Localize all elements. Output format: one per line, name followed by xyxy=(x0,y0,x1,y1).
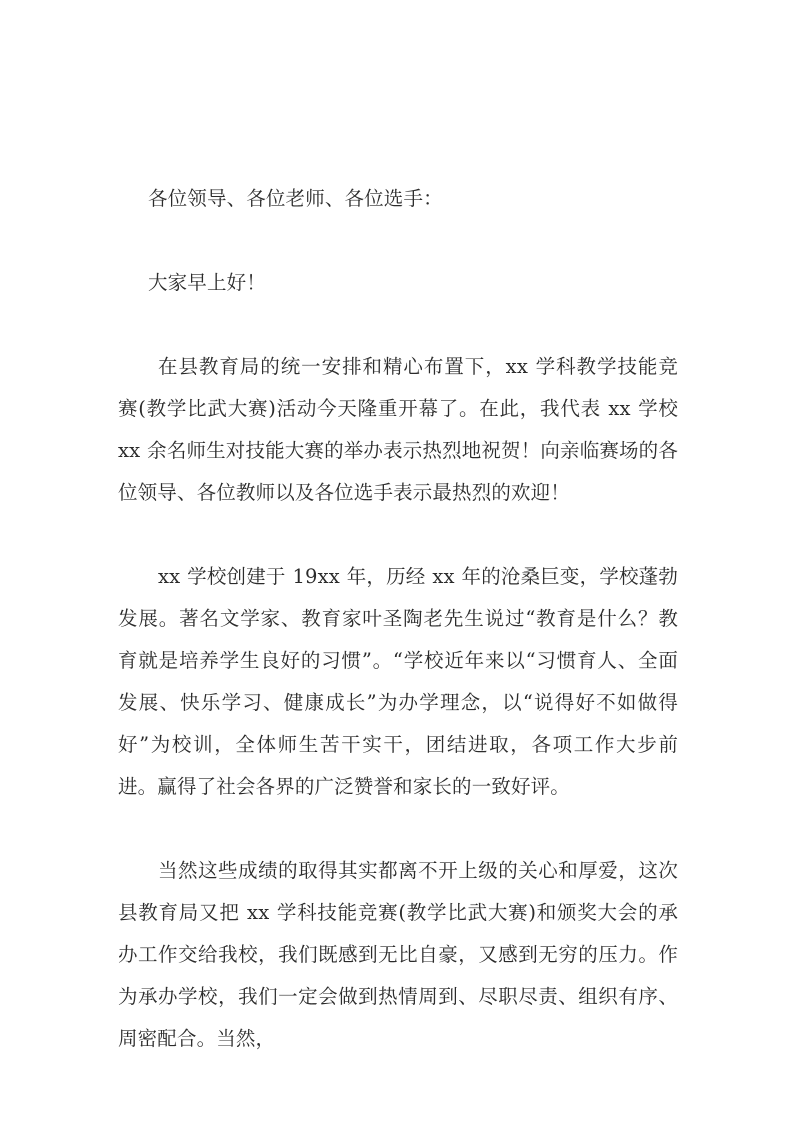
paragraph-greeting: 大家早上好！ xyxy=(148,271,266,294)
paragraph-opening: 在县教育局的统一安排和精心布置下，xx 学科教学技能竞赛(教学比武大赛)活动今天隆重开幕了。在此，我代表 xx 学校 xx 余名师生对技能大赛的举办表示热烈地祝贺！向亲临赛场的各位领导、各位教师以及各位选手表示最热烈的欢迎！ xyxy=(118,355,678,504)
paragraph-closing: 当然这些成绩的取得其实都离不开上级的关心和厚爱，这次县教育局又把 xx 学科技能竞赛(教学比武大赛)和颁奖大会的承办工作交给我校，我们既感到无比自豪，又感到无穷的压力。作为承办学校，我们一定会做到热情周到、尽职尽责、组织有序、周密配合。当然， xyxy=(118,859,678,1050)
document-text-body xyxy=(118,178,678,1060)
paragraph-school-history: xx 学校创建于 19xx 年，历经 xx 年的沧桑巨变，学校蓬勃发展。著名文学家、教育家叶圣陶老先生说过“教育是什么？教育就是培养学生良好的习惯”。“学校近年来以“习惯育人、全面发展、快乐学习、健康成长”为办学理念，以“说得好不如做得好”为校训，全体师生苦干实干，团结进取，各项工作大步前进。赢得了社会各界的广泛赞誉和家长的一致好评。 xyxy=(118,565,678,798)
paragraph-salutation: 各位领导、各位老师、各位选手： xyxy=(148,187,443,210)
